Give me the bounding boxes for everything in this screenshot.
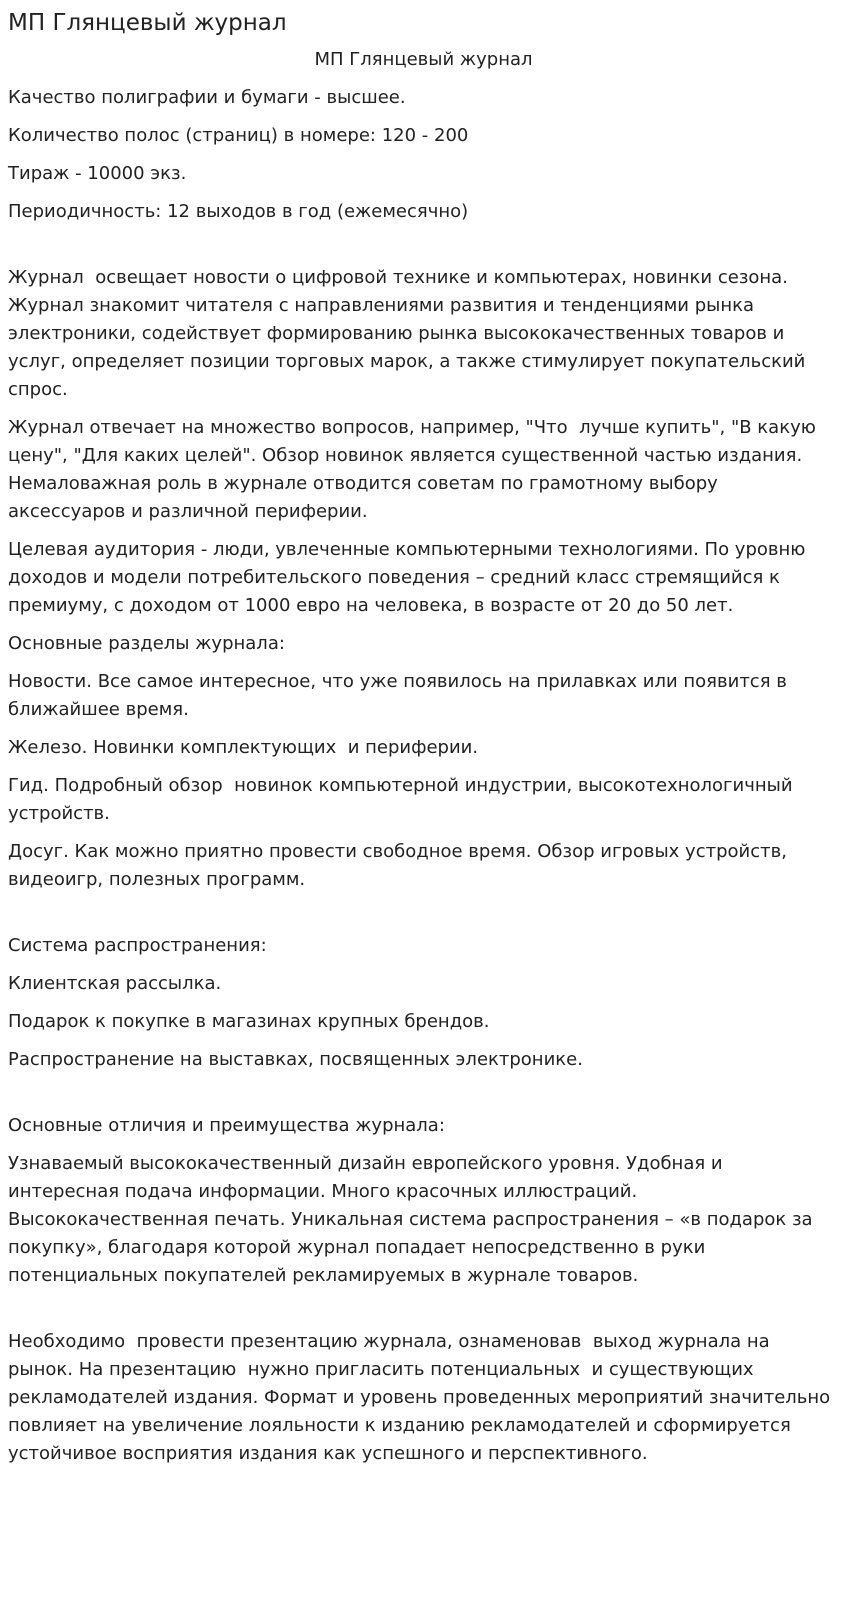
advantages-text: Узнаваемый высококачественный дизайн европейского уровня. Удобная и интересная подача информации. Много красочных иллюстраций. Высококачественная печать. Уникальная система распространения – «в подарок за покупку», благодаря которой журнал попадает непосредственно в руки потенциальных покупателей рекламируемых в журнале товаров.: [8, 1153, 819, 1286]
section-spacer: [8, 1290, 839, 1318]
about-paragraph-2: Журнал отвечает на множество вопросов, например, "Что лучше купить", "В какую цену", "Для каких целей". Обзор новинок является существенной частью издания. Немаловажная роль в журнале отводится советам по грамотному выбору аксессуаров и различной периферии.: [8, 417, 822, 522]
about-paragraph-3: Целевая аудитория - люди, увлеченные компьютерными технологиями. По уровню доходов и модели потребительского поведения – средний класс стремящийся к премиуму, с доходом от 1000 евро на человека, в возрасте от 20 до 50 лет.: [8, 539, 812, 616]
document-subtitle: МП Глянцевый журнал: [314, 49, 533, 70]
section-leisure: Досуг. Как можно приятно провести свободное время. Обзор игровых устройств, видеоигр, полезных программ.: [8, 841, 793, 890]
section-spacer: [8, 1074, 839, 1102]
spec-frequency: Периодичность: 12 выходов в год (ежемесячно): [8, 201, 469, 222]
section-spacer: [8, 894, 839, 922]
section-news: Новости. Все самое интересное, что уже появилось на прилавках или появится в ближайшее время.: [8, 671, 793, 720]
sections-heading: Основные разделы журнала:: [8, 633, 285, 654]
section-hardware: Железо. Новинки комплектующих и периферии.: [8, 737, 479, 758]
spec-pages: Количество полос (страниц) в номере: 120 - 200: [8, 125, 469, 146]
section-spacer: [8, 226, 839, 254]
about-paragraph-1: Журнал освещает новости о цифровой технике и компьютерах, новинки сезона. Журнал знакомит читателя с направлениями развития и тенденциями рынка электроники, содействует формированию рынка высококачественных товаров и услуг, определяет позиции торговых марок, а также стимулирует покупательский спрос.: [8, 267, 812, 400]
spec-quality: Качество полиграфии и бумаги - высшее.: [8, 87, 406, 108]
distribution-item-3: Распространение на выставках, посвященных электронике.: [8, 1049, 583, 1070]
page-title: МП Глянцевый журнал: [8, 10, 287, 36]
presentation-text: Необходимо провести презентацию журнала, ознаменовав выход журнала на рынок. На презентацию нужно пригласить потенциальных и существующих рекламодателей издания. Формат и уровень проведенных мероприятий значительно повлияет на увеличение лояльности к изданию рекламодателей и сформируется устойчивое восприятия издания как успешного и перспективного.: [8, 1331, 836, 1464]
distribution-item-1: Клиентская рассылка.: [8, 973, 222, 994]
section-guide: Гид. Подробный обзор новинок компьютерной индустрии, высокотехнологичный устройств.: [8, 775, 804, 824]
distribution-item-2: Подарок к покупке в магазинах крупных брендов.: [8, 1011, 490, 1032]
spec-circulation: Тираж - 10000 экз.: [8, 163, 187, 184]
distribution-heading: Система распространения:: [8, 935, 267, 956]
advantages-heading: Основные отличия и преимущества журнала:: [8, 1115, 445, 1136]
